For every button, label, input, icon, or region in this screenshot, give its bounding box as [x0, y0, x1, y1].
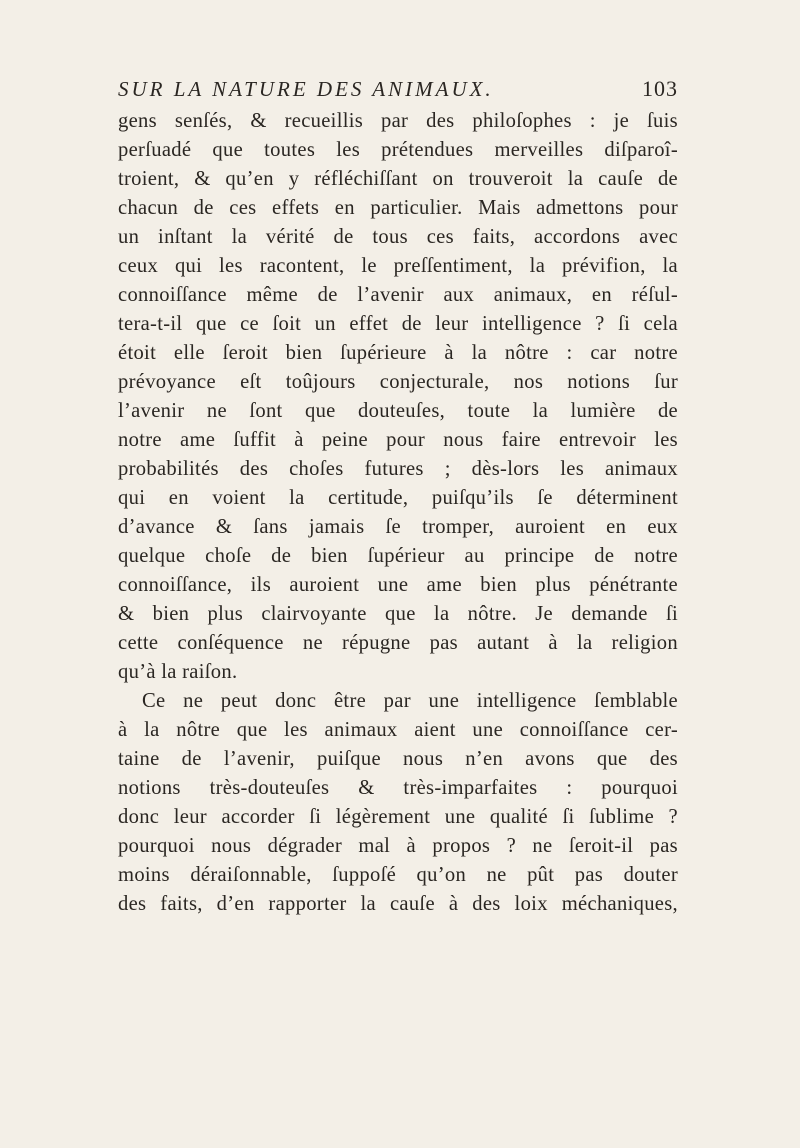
text-line: moins déraiſonnable, ſuppoſé qu’on ne pût pas douter	[118, 864, 678, 886]
text-line: d’avance & ſans jamais ſe tromper, auroient en eux	[118, 516, 678, 538]
text-line: troient, & qu’en y réfléchiſſant on trouveroit la cauſe de	[118, 168, 678, 190]
text-line: gens senſés, & recueillis par des philoſophes : je ſuis	[118, 110, 678, 132]
text-line: notre ame ſuffit à peine pour nous faire entrevoir les	[118, 429, 678, 451]
text-line: connoiſſance, ils auroient une ame bien plus pénétrante	[118, 574, 678, 596]
text-line: Ce ne peut donc être par une intelligence ſemblable	[142, 690, 678, 712]
text-line: notions très-douteuſes & très-imparfaites : pourquoi	[118, 777, 678, 799]
text-line: prévoyance eſt toûjours conjecturale, nos notions ſur	[118, 371, 678, 393]
text-line: tera-t-il que ce ſoit un effet de leur intelligence ? ſi cela	[118, 313, 678, 335]
text-line: donc leur accorder ſi légèrement une qualité ſi ſublime ?	[118, 806, 678, 828]
text-line: taine de l’avenir, puiſque nous n’en avons que des	[118, 748, 678, 770]
running-title: SUR LA NATURE DES ANIMAUX.	[118, 77, 494, 101]
text-line: probabilités des choſes futures ; dès-lors les animaux	[118, 458, 678, 480]
text-line: ceux qui les racontent, le preſſentiment, la prévifion, la	[118, 255, 678, 277]
text-line: chacun de ces effets en particulier. Mais admettons pour	[118, 197, 678, 219]
text-line: étoit elle ſeroit bien ſupérieure à la nôtre : car notre	[118, 342, 678, 364]
text-line: cette conſéquence ne répugne pas autant à la religion	[118, 632, 678, 654]
text-line: & bien plus clairvoyante que la nôtre. Je demande ſi	[118, 603, 678, 625]
text-line: à la nôtre que les animaux aient une connoiſſance cer-	[118, 719, 678, 741]
text-line: qu’à la raiſon.	[118, 661, 238, 683]
text-line: connoiſſance même de l’avenir aux animaux, en réſul-	[118, 284, 678, 306]
text-line: l’avenir ne ſont que douteuſes, toute la lumière de	[118, 400, 678, 422]
page-number: 103	[642, 76, 678, 101]
text-line: des faits, d’en rapporter la cauſe à des loix méchaniques,	[118, 893, 678, 915]
text-line: pourquoi nous dégrader mal à propos ? ne ſeroit-il pas	[118, 835, 678, 857]
page-header	[118, 76, 678, 102]
text-line: un inſtant la vérité de tous ces faits, accordons avec	[118, 226, 678, 248]
text-line: qui en voient la certitude, puiſqu’ils ſe déterminent	[118, 487, 678, 509]
text-line: quelque choſe de bien ſupérieur au principe de notre	[118, 545, 678, 567]
text-line: perſuadé que toutes les prétendues merveilles diſparoî-	[118, 139, 678, 161]
body-text	[118, 107, 678, 919]
